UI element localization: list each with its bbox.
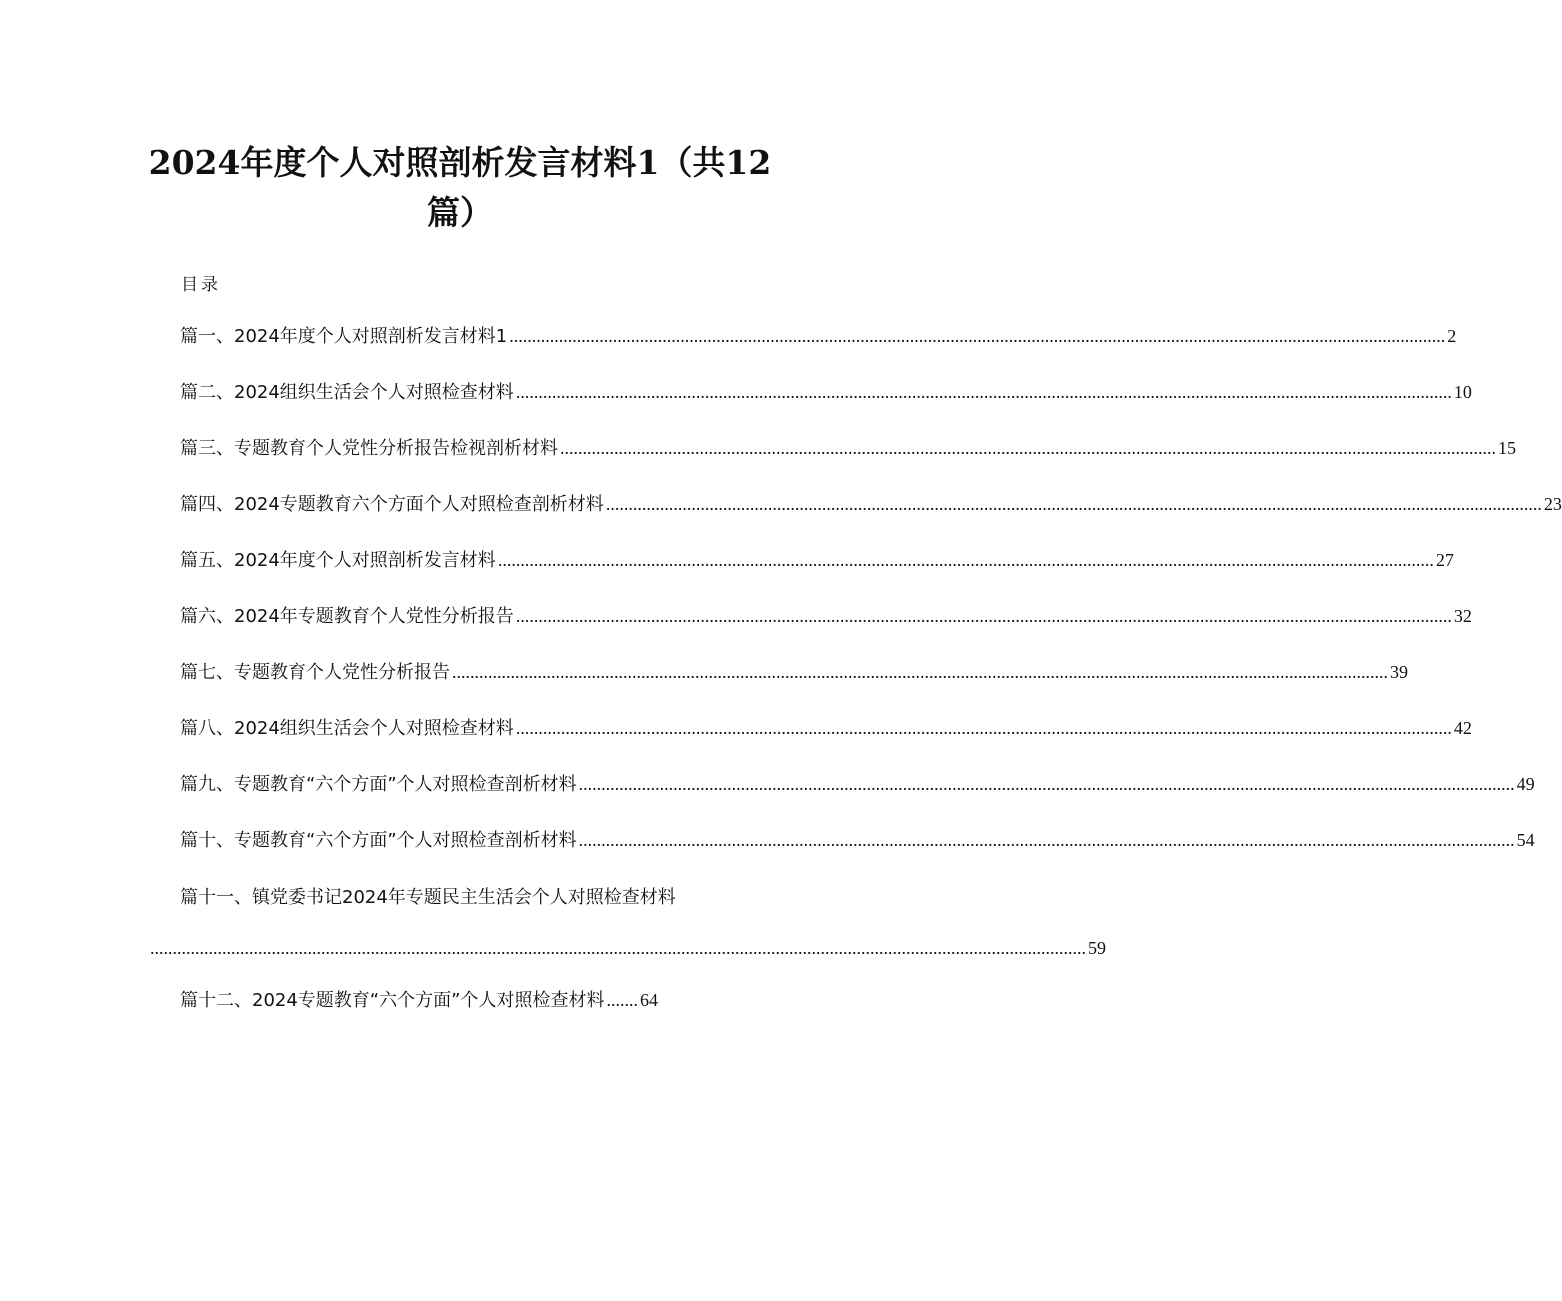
toc-leader-dots: ................................................................................................................................................................................................................ bbox=[560, 438, 1496, 458]
toc-entry-label: 篇六、2024年专题教育个人党性分析报告 bbox=[180, 606, 514, 627]
toc-entry-label: 篇一、2024年度个人对照剖析发言材料1 bbox=[180, 326, 508, 347]
toc-entry[interactable] bbox=[180, 714, 1472, 742]
toc-page-number: 10 bbox=[1453, 382, 1472, 402]
toc-page-number: 23 bbox=[1543, 494, 1562, 514]
toc-page-number: 32 bbox=[1453, 606, 1472, 626]
toc-entry-label: 篇九、专题教育“六个方面”个人对照检查剖析材料 bbox=[180, 774, 577, 795]
toc-entry-label: 篇十二、2024专题教育“六个方面”个人对照检查材料 bbox=[180, 990, 605, 1011]
toc-page-number: 42 bbox=[1453, 718, 1472, 738]
toc-entry-label: 篇四、2024专题教育六个方面个人对照检查剖析材料 bbox=[180, 494, 604, 515]
toc-page-number: 64 bbox=[639, 990, 658, 1010]
toc-entry-label: 篇七、专题教育个人党性分析报告 bbox=[180, 662, 450, 683]
toc-page-number: 59 bbox=[1088, 938, 1106, 958]
toc-leader-dots: ................................................................................................................................................................................................................ bbox=[515, 718, 1452, 738]
toc-leader-dots: ................................................................................................................................................................................................................ bbox=[509, 326, 1446, 346]
toc-entry[interactable] bbox=[180, 546, 1454, 574]
toc-page-number: 39 bbox=[1390, 662, 1408, 682]
toc-entry[interactable] bbox=[180, 770, 1535, 798]
toc-page-number: 54 bbox=[1516, 830, 1535, 850]
toc-entry-label: 篇二、2024组织生活会个人对照检查材料 bbox=[180, 382, 514, 403]
toc-entry-continuation[interactable] bbox=[150, 934, 1106, 962]
toc-leader-dots: ................................................................................................................................................................................................................ bbox=[515, 606, 1452, 626]
toc-entry-label: 篇五、2024年度个人对照剖析发言材料 bbox=[180, 550, 496, 571]
toc-entry-label: 篇八、2024组织生活会个人对照检查材料 bbox=[180, 718, 514, 739]
toc-leader-dots: ................................................................................................................................................................................................................ bbox=[578, 774, 1515, 794]
toc-leader-dots: ................................................................................................................................................................................................................ bbox=[605, 494, 1542, 514]
toc-entry[interactable] bbox=[180, 602, 1472, 630]
toc-leader-dots: ................................................................................................................................................................................................................ bbox=[150, 938, 1086, 958]
toc-leader-dots: ................................................................................................................................................................................................................ bbox=[578, 830, 1515, 850]
toc-entry[interactable] bbox=[180, 490, 1562, 518]
toc-page-number: 2 bbox=[1447, 326, 1457, 346]
toc-heading: 目录 bbox=[181, 275, 221, 295]
toc-entry[interactable] bbox=[180, 986, 658, 1014]
toc-page-number: 27 bbox=[1435, 550, 1454, 570]
toc-entry[interactable] bbox=[180, 658, 1408, 686]
toc-page-number: 15 bbox=[1498, 438, 1516, 458]
document-title: 2024年度个人对照剖析发言材料1（共12篇） bbox=[148, 143, 772, 232]
toc-entry-label: 篇三、专题教育个人党性分析报告检视剖析材料 bbox=[180, 438, 558, 459]
toc-entry-label[interactable]: 篇十一、镇党委书记2024年专题民主生活会个人对照检查材料 bbox=[180, 887, 676, 908]
toc-entry-label: 篇十、专题教育“六个方面”个人对照检查剖析材料 bbox=[180, 830, 577, 851]
toc-entry[interactable] bbox=[180, 826, 1535, 854]
toc-leader-dots: ................................................................................................................................................................................................................ bbox=[452, 662, 1388, 682]
toc-leader-dots: ................................................................................................................................................................................................................ bbox=[497, 550, 1434, 570]
toc-page-number: 49 bbox=[1516, 774, 1535, 794]
toc-leader-dots: ................................................................................................................................................................................................................ bbox=[515, 382, 1452, 402]
toc-entry[interactable] bbox=[180, 434, 1516, 462]
toc-leader-dots: ....... bbox=[606, 990, 638, 1010]
toc-entry[interactable] bbox=[180, 322, 1457, 350]
toc-entry[interactable] bbox=[180, 378, 1472, 406]
